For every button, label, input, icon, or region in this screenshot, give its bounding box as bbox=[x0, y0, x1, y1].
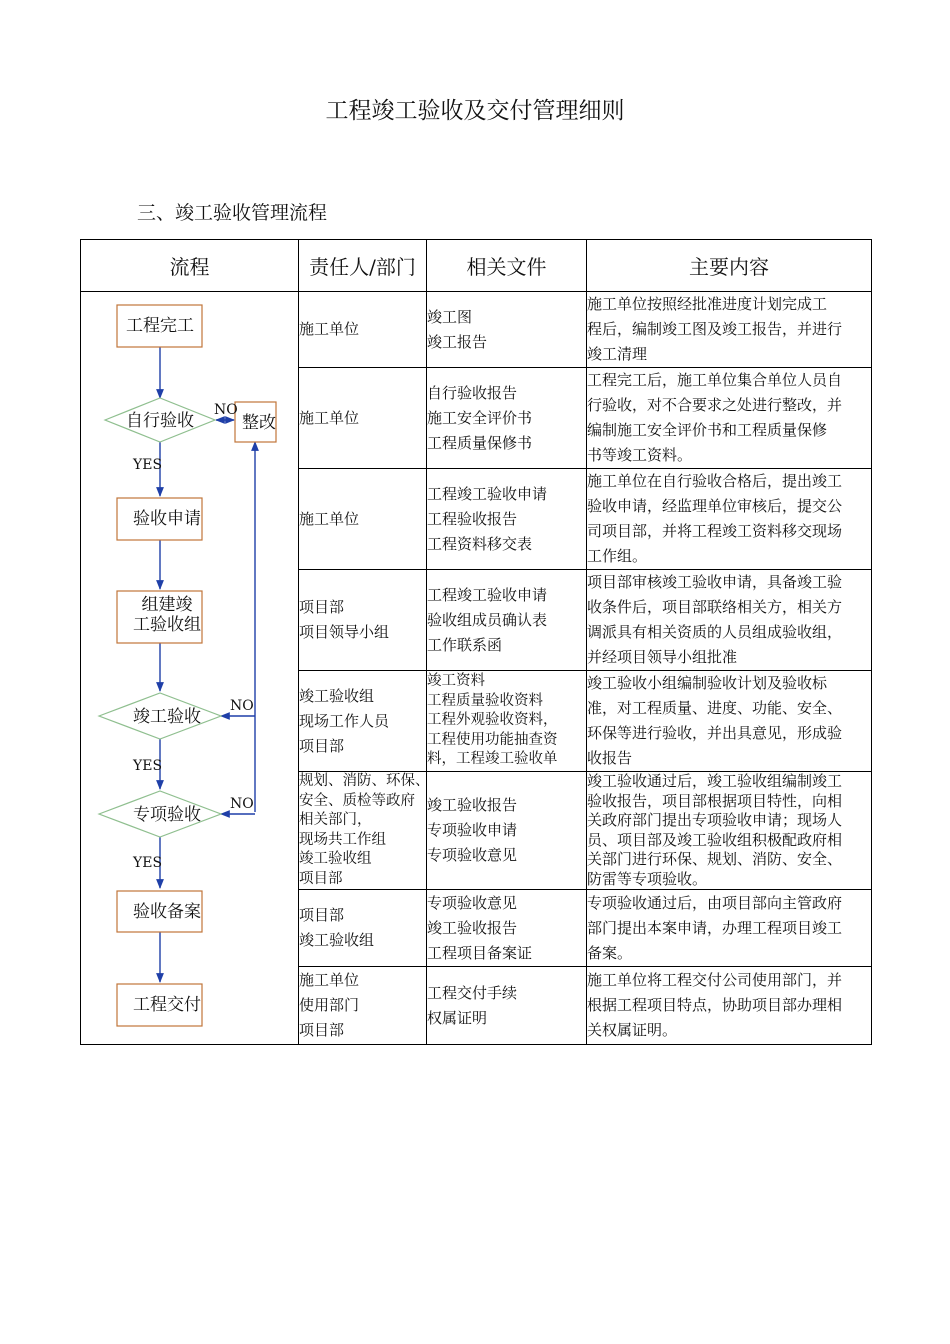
label-yes-3: YES bbox=[133, 855, 163, 871]
resp-cell bbox=[299, 772, 430, 890]
content-line: 行验收，对不合要求之处进行整改，并 bbox=[587, 396, 843, 414]
header-row bbox=[81, 240, 872, 292]
doc-line: 工程交付手续 bbox=[427, 983, 518, 1002]
resp-line: 使用部门 bbox=[299, 996, 360, 1014]
content-line: 书等竣工资料。 bbox=[587, 446, 693, 464]
resp-cell bbox=[299, 368, 427, 469]
node-delivery-label: 工程交付 bbox=[133, 995, 201, 1015]
resp-line: 安全、质检等政府 bbox=[299, 792, 415, 809]
resp-line: 施工单位 bbox=[299, 320, 360, 338]
node-completion-label: 工程完工 bbox=[126, 316, 194, 336]
node-special-acceptance-label: 专项验收 bbox=[133, 805, 201, 825]
content-line: 竣工清理 bbox=[587, 345, 648, 363]
resp-line: 施工单位 bbox=[299, 509, 360, 528]
content-line: 收报告 bbox=[587, 749, 633, 767]
doc-line: 专项验收意见 bbox=[427, 846, 518, 864]
doc-line: 专项验收意见 bbox=[427, 893, 518, 912]
doc-line: 竣工报告 bbox=[427, 332, 488, 351]
docs-cell bbox=[427, 890, 587, 967]
header-documents: 相关文件 bbox=[427, 240, 587, 292]
docs-cell bbox=[427, 292, 587, 368]
content-line: 竣工验收通过后，竣工验收组编制竣工 bbox=[587, 772, 843, 790]
doc-line: 验收组成员确认表 bbox=[427, 610, 548, 629]
docs-cell bbox=[427, 772, 587, 890]
content-line: 工作组。 bbox=[587, 547, 648, 565]
flowchart-cell bbox=[81, 292, 299, 1045]
header-flow: 流程 bbox=[81, 240, 299, 292]
resp-cell bbox=[299, 671, 427, 772]
content-line: 员、项目部及竣工验收组积极配政府相 bbox=[587, 830, 843, 849]
document-title: 工程竣工验收及交付管理细则 bbox=[325, 98, 625, 124]
node-form-team-label-2: 工验收组 bbox=[133, 615, 201, 635]
docs-cell bbox=[427, 368, 587, 469]
node-filing-label: 验收备案 bbox=[133, 902, 201, 922]
doc-line: 专项验收申请 bbox=[427, 821, 518, 839]
resp-line: 竣工验收组 bbox=[299, 686, 375, 705]
resp-line: 项目领导小组 bbox=[299, 623, 390, 641]
doc-line: 竣工图 bbox=[427, 307, 473, 326]
doc-line: 工程质量验收资料 bbox=[427, 692, 543, 709]
resp-line: 项目部 bbox=[299, 870, 343, 887]
node-form-team-label-1: 组建竣 bbox=[141, 595, 193, 615]
content-cell bbox=[587, 469, 872, 570]
resp-line: 项目部 bbox=[299, 1021, 345, 1039]
doc-line: 工程质量保修书 bbox=[427, 433, 533, 452]
label-no-2: NO bbox=[230, 698, 254, 714]
resp-cell bbox=[299, 570, 427, 671]
content-line: 竣工验收小组编制验收计划及验收标 bbox=[587, 674, 828, 692]
doc-line: 工程外观验收资料， bbox=[427, 712, 558, 729]
doc-line: 工程验收报告 bbox=[427, 509, 518, 528]
label-no-1: NO bbox=[214, 402, 238, 418]
doc-line: 竣工验收报告 bbox=[427, 796, 518, 814]
content-cell bbox=[587, 772, 872, 890]
resp-line: 竣工验收组 bbox=[299, 851, 372, 867]
resp-line: 规划、消防、环保、 bbox=[299, 773, 430, 789]
label-no-3: NO bbox=[230, 796, 254, 812]
doc-line: 工程竣工验收申请 bbox=[427, 484, 548, 503]
content-line: 施工单位按照经批准进度计划完成工 bbox=[587, 295, 828, 313]
content-cell bbox=[587, 967, 872, 1045]
label-yes-2: YES bbox=[133, 758, 163, 774]
content-line: 备案。 bbox=[587, 943, 633, 962]
resp-cell bbox=[299, 469, 427, 570]
process-table bbox=[80, 239, 872, 1045]
content-line: 项目部审核竣工验收申请，具备竣工验 bbox=[587, 573, 843, 591]
doc-line: 自行验收报告 bbox=[427, 383, 518, 402]
content-line: 收条件后，项目部联络相关方，相关方 bbox=[587, 598, 843, 616]
content-line: 专项验收通过后，由项目部向主管政府 bbox=[587, 893, 843, 912]
content-line: 根据工程项目特点，协助项目部办理相 bbox=[587, 996, 843, 1014]
header-responsible: 责任人/部门 bbox=[299, 240, 427, 292]
resp-line: 竣工验收组 bbox=[299, 931, 375, 949]
content-cell bbox=[587, 368, 872, 469]
node-self-inspection-label: 自行验收 bbox=[126, 411, 194, 431]
doc-line: 竣工资料 bbox=[427, 673, 485, 690]
table-row bbox=[81, 292, 872, 368]
docs-cell bbox=[427, 469, 587, 570]
content-cell bbox=[587, 890, 872, 967]
header-content: 主要内容 bbox=[587, 240, 872, 292]
content-line: 准，对工程质量、进度、功能、安全、 bbox=[587, 699, 843, 717]
content-line: 施工单位在自行验收合格后，提出竣工 bbox=[587, 472, 843, 490]
content-line: 工程完工后，施工单位集合单位人员自 bbox=[587, 371, 843, 389]
label-yes-1: YES bbox=[133, 457, 163, 473]
node-application-label: 验收申请 bbox=[133, 509, 201, 529]
doc-line: 工程竣工验收申请 bbox=[427, 585, 548, 604]
resp-cell bbox=[299, 967, 427, 1045]
content-line: 编制施工安全评价书和工程质量保修 bbox=[587, 421, 828, 439]
content-cell bbox=[587, 671, 872, 772]
content-line: 程后，编制竣工图及竣工报告，并进行 bbox=[587, 320, 843, 338]
content-line: 关权属证明。 bbox=[587, 1021, 678, 1039]
doc-line: 料，工程竣工验收单 bbox=[427, 751, 558, 768]
doc-line: 施工安全评价书 bbox=[427, 408, 533, 427]
content-line: 关部门进行环保、规划、消防、安全、 bbox=[587, 850, 843, 868]
content-line: 防雷等专项验收。 bbox=[587, 869, 708, 888]
doc-line: 工作联系函 bbox=[427, 635, 503, 654]
content-line: 验收申请，经监理单位审核后，提交公 bbox=[587, 497, 843, 515]
docs-cell bbox=[427, 570, 587, 671]
doc-line: 工程项目备案证 bbox=[427, 943, 533, 962]
resp-line: 现场工作人员 bbox=[299, 711, 390, 730]
node-rectify-label: 整改 bbox=[242, 413, 276, 433]
content-line: 并经项目领导小组批准 bbox=[587, 648, 738, 666]
content-line: 调派具有相关资质的人员组成验收组， bbox=[587, 623, 843, 641]
doc-line: 竣工验收报告 bbox=[427, 918, 518, 937]
doc-line: 工程使用功能抽查资 bbox=[427, 731, 558, 748]
resp-line: 施工单位 bbox=[299, 971, 360, 989]
content-line: 司项目部，并将工程竣工资料移交现场 bbox=[587, 522, 843, 540]
resp-line: 现场共工作组 bbox=[299, 831, 386, 848]
docs-cell bbox=[427, 671, 587, 772]
flowchart bbox=[81, 292, 299, 1040]
resp-cell bbox=[299, 292, 427, 368]
resp-line: 项目部 bbox=[299, 598, 345, 616]
docs-cell bbox=[427, 967, 587, 1045]
content-line: 施工单位将工程交付公司使用部门，并 bbox=[587, 971, 843, 989]
content-line: 关政府部门提出专项验收申请；现场人 bbox=[587, 811, 843, 829]
doc-line: 工程资料移交表 bbox=[427, 534, 533, 553]
resp-line: 项目部 bbox=[299, 736, 345, 755]
resp-cell bbox=[299, 890, 427, 967]
resp-line: 项目部 bbox=[299, 906, 345, 924]
content-cell bbox=[587, 292, 872, 368]
doc-line: 权属证明 bbox=[427, 1008, 488, 1027]
content-cell bbox=[587, 570, 872, 671]
resp-line: 相关部门， bbox=[299, 812, 372, 828]
content-line: 验收报告，项目部根据项目特性，向相 bbox=[587, 791, 843, 810]
content-line: 环保等进行验收，并出具意见，形成验 bbox=[587, 724, 843, 742]
resp-line: 施工单位 bbox=[299, 408, 360, 427]
content-line: 部门提出本案申请，办理工程项目竣工 bbox=[587, 918, 843, 937]
node-final-acceptance-label: 竣工验收 bbox=[133, 707, 201, 727]
section-title: 三、竣工验收管理流程 bbox=[137, 202, 328, 224]
